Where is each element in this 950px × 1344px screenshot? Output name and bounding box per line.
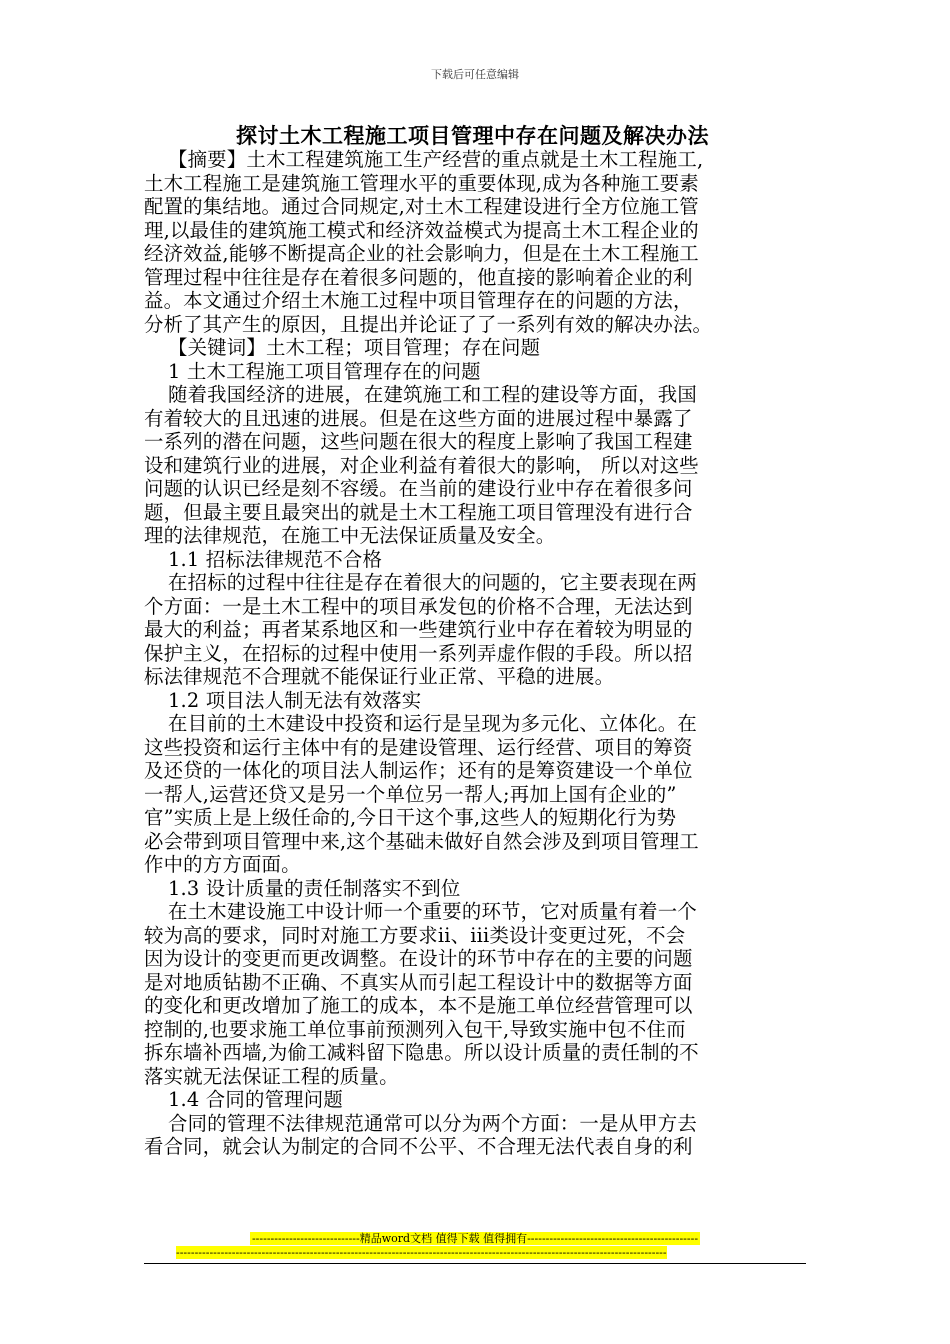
- body-line: 土木工程施工是建筑施工管理水平的重要体现,成为各种施工要素: [144, 171, 699, 195]
- body-line: 看合同，就会认为制定的合同不公平、不合理无法代表自身的利: [144, 1135, 693, 1158]
- body-line: 官”实质上是上级任命的,今日干这个事,这些人的短期化行为势: [144, 806, 677, 829]
- body-line: 经济效益,能够不断提高企业的社会影响力，但是在土木工程施工: [144, 242, 699, 265]
- body-line: 管理过程中往往是存在着很多问题的，他直接的影响着企业的利: [144, 265, 693, 289]
- body-line: 因为设计的变更而更改调整。在设计的环节中存在的主要的问题: [144, 947, 693, 970]
- footer-dashes-text: ------------------------------------------------------------------------------------------------------------------------------------: [176, 1246, 667, 1259]
- body-line: 配置的集结地。通过合同规定,对土木工程建设进行全方位施工管: [144, 195, 699, 218]
- body-line: 在目前的土木建设中投资和运行是呈现为多元化、立体化。在: [168, 712, 697, 735]
- body-line: 标法律规范不合理就不能保证行业正常、平稳的进展。: [144, 665, 615, 688]
- body-line: 随着我国经济的进展，在建筑施工和工程的建设等方面，我国: [168, 383, 697, 406]
- body-line: 一系列的潜在问题，这些问题在很大的程度上影响了我国工程建: [144, 430, 693, 453]
- document-body: [144, 148, 784, 1159]
- body-line: 及还贷的一体化的项目法人制运作；还有的是筹资建设一个单位: [144, 759, 693, 782]
- body-line: 个方面：一是土木工程中的项目承发包的价格不合理，无法达到: [144, 594, 693, 618]
- document-title: 探讨土木工程施工项目管理中存在问题及解决办法: [236, 123, 709, 148]
- footer-dashes: [176, 1246, 776, 1259]
- body-line: 1 土木工程施工项目管理存在的问题: [168, 359, 481, 383]
- footer-banner-text: -----------------------------精品word文档 值得下载 值得拥有----------------------------------------------: [251, 1232, 699, 1245]
- body-line: 保护主义，在招标的过程中使用一系列弄虚作假的手段。所以招: [144, 641, 693, 665]
- page-header: 下载后可任意编辑: [431, 68, 519, 81]
- body-line: 在土木建设施工中设计师一个重要的环节，它对质量有着一个: [168, 900, 697, 923]
- body-line: 作中的方方面面。: [144, 853, 301, 876]
- body-line: 益。本文通过介绍土木施工过程中项目管理存在的问题的方法，: [144, 289, 693, 312]
- body-line: 有着较大的且迅速的进展。但是在这些方面的进展过程中暴露了: [144, 406, 693, 430]
- body-line: 拆东墙补西墙,为偷工减料留下隐患。所以设计质量的责任制的不: [144, 1041, 699, 1064]
- body-line: 落实就无法保证工程的质量。: [144, 1064, 399, 1088]
- footer-banner: [0, 1230, 950, 1246]
- body-line: 这些投资和运行主体中有的是建设管理、运行经营、项目的筹资: [144, 735, 693, 759]
- body-line: 控制的,也要求施工单位事前预测列入包干,导致实施中包不住而: [144, 1017, 686, 1041]
- body-line: 问题的认识已经是刻不容缓。在当前的建设行业中存在着很多问: [144, 477, 693, 500]
- body-line: 较为高的要求，同时对施工方要求ii、iii类设计变更过死，不会: [144, 923, 686, 947]
- body-line: 一帮人,运营还贷又是另一个单位另一帮人;再加上国有企业的”: [144, 782, 677, 806]
- body-line: 题，但最主要且最突出的就是土木工程施工项目管理没有进行合: [144, 500, 693, 524]
- body-line: 必会带到项目管理中来,这个基础未做好自然会涉及到项目管理工: [144, 829, 699, 853]
- body-line: 理的法律规范，在施工中无法保证质量及安全。: [144, 524, 556, 547]
- body-line: 在招标的过程中往往是存在着很大的问题的，它主要表现在两: [168, 571, 697, 594]
- body-line: 最大的利益；再者某系地区和一些建筑行业中存在着较为明显的: [144, 618, 693, 641]
- body-line: 1.2 项目法人制无法有效落实: [168, 688, 422, 712]
- body-line: 1.1 招标法律规范不合格: [168, 547, 383, 571]
- body-line: 分析了其产生的原因，且提出并论证了了一系列有效的解决办法。: [144, 312, 713, 336]
- body-line: 合同的管理不法律规范通常可以分为两个方面：一是从甲方去: [168, 1111, 697, 1135]
- body-line: 理,以最佳的建筑施工模式和经济效益模式为提高土木工程企业的: [144, 218, 699, 242]
- body-line: 的变化和更改增加了施工的成本，本不是施工单位经营管理可以: [144, 994, 693, 1017]
- body-line: 1.4 合同的管理问题: [168, 1088, 343, 1111]
- body-line: 1.3 设计质量的责任制落实不到位: [168, 876, 461, 900]
- footer-rule: [144, 1263, 806, 1264]
- body-line: 【关键词】土木工程；项目管理；存在问题: [168, 336, 541, 359]
- body-line: 是对地质钻勘不正确、不真实从而引起工程设计中的数据等方面: [144, 970, 693, 994]
- body-line: 【摘要】土木工程建筑施工生产经营的重点就是土木工程施工,: [168, 148, 704, 171]
- body-line: 设和建筑行业的进展，对企业利益有着很大的影响， 所以对这些: [144, 453, 699, 477]
